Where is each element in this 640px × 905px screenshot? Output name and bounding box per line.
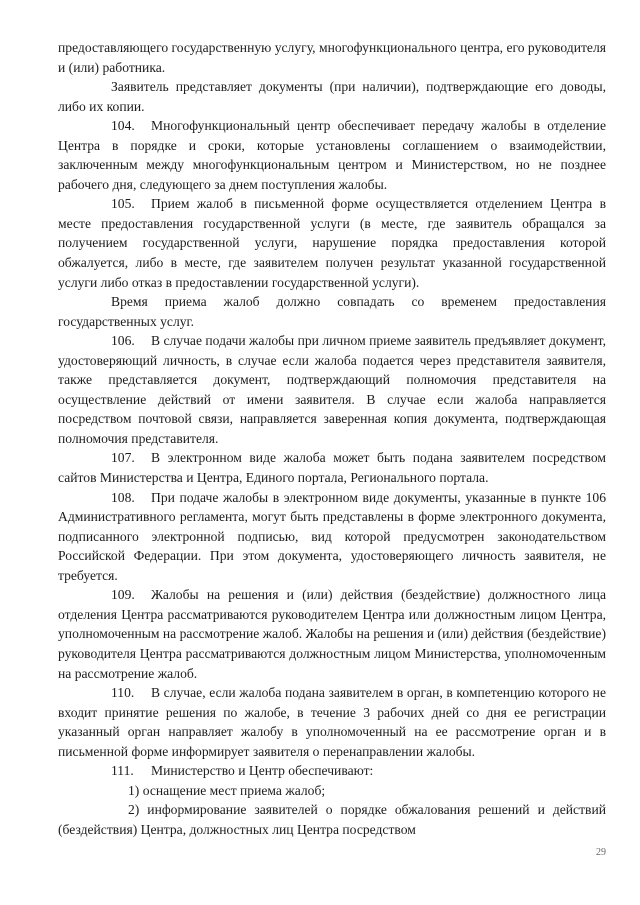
clause-number: 108. xyxy=(111,489,135,505)
page-number: 29 xyxy=(596,847,606,858)
paragraph-111: 111. Министерство и Центр обеспечивают: xyxy=(58,761,606,781)
paragraph-continuation: предоставляющего государственную услугу, многофункционального центра, его руководителя и (или) работника. xyxy=(58,40,606,75)
paragraph-105: 105. Прием жалоб в письменной форме осуществляется отделением Центра в месте предоставления государственной услуги (в месте, где заявитель обращался за получением государственной услуги, нарушение порядка предоставления которой обжалуется, либо в месте, где заявителем получен результат указанной государственной услуги либо отказ в предоставлении государственной услуги). xyxy=(58,196,606,290)
clause-number: 104. xyxy=(111,118,135,134)
paragraph-108: 108. При подаче жалобы в электронном виде документы, указанные в пункте 106 Административного регламента, могут быть представлены в форме электронного документа, подписанного электронной подписью, вид которой предусмотрен законодательством Российской Федерации. При этом документа, удостоверяющего личность заявителя, не требуется. xyxy=(58,489,606,583)
paragraph-106: 106. В случае подачи жалобы при личном приеме заявитель предъявляет документ, удостоверяющий личность, в случае если жалоба подается через представителя заявителя, также представляется документ, подтверждающий полномочия представителя на осуществление действий от имени заявителя. В случае если жалоба направляется посредством почтовой связи, направляется заверенная копия документа, подтверждающая полномочия представителя. xyxy=(58,333,606,446)
paragraph-104: 104. Многофункциональный центр обеспечивает передачу жалобы в отделение Центра в порядке и сроки, которые установлены соглашением о взаимодействии, заключенным между многофункциональным центром и Министерством, но не позднее рабочего дня, следующего за днем поступления жалобы. xyxy=(58,118,606,192)
paragraph-107: 107. В электронном виде жалоба может быть подана заявителем посредством сайтов Министерства и Центра, Единого портала, Регионального портала. xyxy=(58,450,606,486)
list-item: 1) оснащение мест приема жалоб; xyxy=(128,782,326,798)
paragraph-110: 110. В случае, если жалоба подана заявителем в орган, в компетенцию которого не входит принятие решения по жалобе, в течение 3 рабочих дней со дня ее регистрации указанный орган направляет жалобу в уполномоченный на ее рассмотрение орган и в письменной форме информирует заявителя о перенаправлении жалобы. xyxy=(58,685,606,759)
clause-number: 110. xyxy=(111,685,135,701)
document-page xyxy=(58,38,606,839)
paragraph-reception-time: Время приема жалоб должно совпадать со временем предоставления государственных услуг. xyxy=(58,294,606,329)
clause-number: 109. xyxy=(111,587,135,603)
paragraph-109: 109. Жалобы на решения и (или) действия (бездействие) должностного лица отделения Центра рассматриваются руководителем Центра или должностным лицом Центра, уполномоченным на рассмотрение жалоб. Жалобы на решения и (или) действия (бездействие) руководителя Центра рассматриваются должностным лицом Министерства, уполномоченным на рассмотрение жалоб. xyxy=(58,587,606,681)
list-item: 2) информирование заявителей о порядке обжалования решений и действий (бездействия) Центра, должностных лиц Центра посредством xyxy=(58,802,606,837)
clause-number: 105. xyxy=(111,196,135,212)
clause-number: 106. xyxy=(111,333,135,349)
clause-number: 111. xyxy=(111,763,134,779)
clause-number: 107. xyxy=(111,450,135,466)
paragraph-evidence: Заявитель представляет документы (при наличии), подтверждающие его доводы, либо их копии. xyxy=(58,79,606,114)
